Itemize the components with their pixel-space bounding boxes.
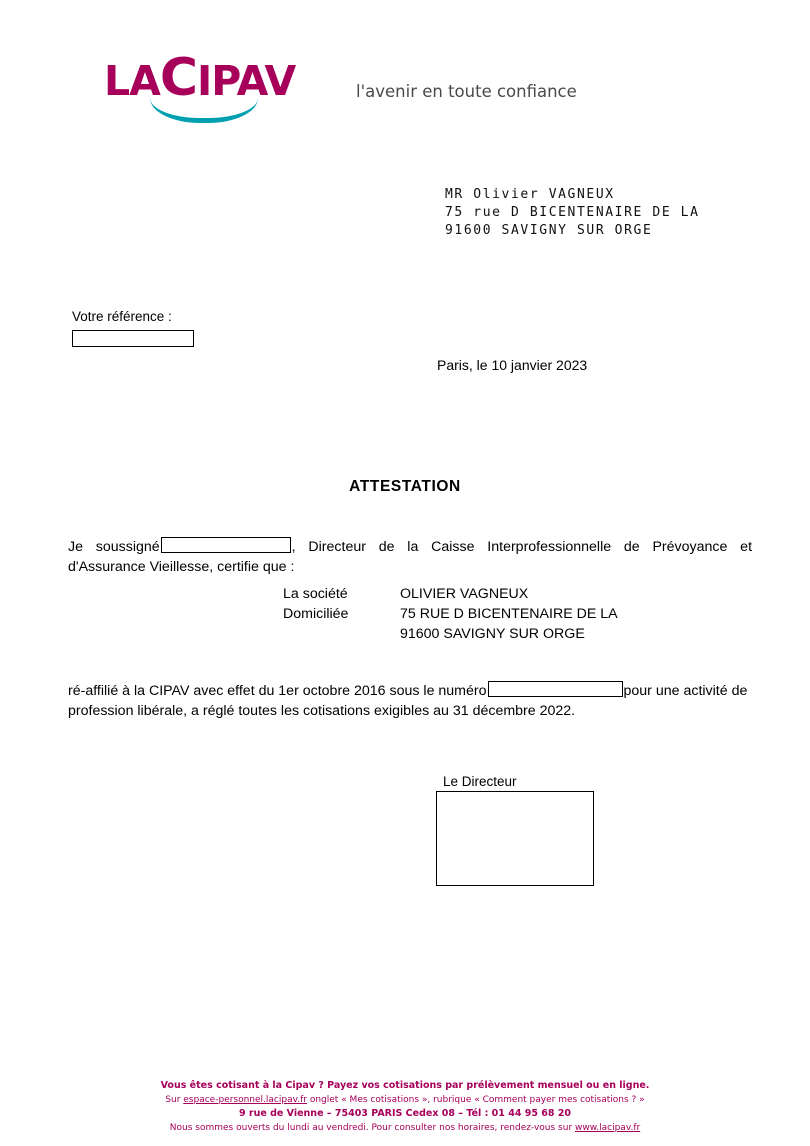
footer-line-2 [0,1093,810,1107]
footer-line-1: Vous êtes cotisant à la Cipav ? Payez vos cotisations par prélèvement mensuel ou en ligne. [160,1080,650,1091]
attestation-intro-paragraph [68,537,752,577]
espace-personnel-link[interactable]: espace-personnel.lacipav.fr [183,1095,307,1105]
logo-tagline: l'avenir en toute confiance [356,82,577,101]
signature-box [436,791,594,886]
reference-label: Votre référence : [72,309,172,324]
domicile-row [283,604,753,624]
page-title: ATTESTATION [349,478,461,495]
logo-smile-icon [150,98,258,123]
attestation-closing-paragraph [68,681,752,721]
company-row [283,584,753,604]
company-label: La société [283,586,348,602]
footer-line-4-before: Nous sommes ouverts du lundi au vendredi. Pour consulter nos horaires, rendez-vous sur [169,1123,576,1133]
footer-line-3: 9 rue de Vienne – 75403 PARIS Cedex 08 – Tél : 01 44 95 68 20 [238,1108,572,1119]
lacipav-website-link[interactable]: www.lacipav.fr [575,1123,641,1133]
logo-c: C [159,48,198,108]
domicile-value-line-2: 91600 SAVIGNY SUR ORGE [400,626,585,642]
closing-text-before: ré-affilié à la CIPAV avec effet du 1er octobre 2016 sous le numéro [68,683,487,699]
logo-ipav: IPAV [197,57,296,105]
closing-text-after: pour une activité de profession libérale, a réglé toutes les cotisations exigibles au 31 décembre 2022. [68,683,748,719]
intro-text-after: , Directeur de la Caisse Interprofessionnelle de Prévoyance et d'Assurance Vieillesse, certifie que : [68,539,753,575]
address-line-1: MR Olivier VAGNEUX [445,187,615,202]
footer-line-4 [0,1121,810,1135]
logo-la: LA [104,57,160,105]
cipav-logo [104,48,664,122]
member-number-redacted-box [488,681,623,697]
signature-label: Le Directeur [443,774,517,789]
domicile-label: Domiciliée [283,606,349,622]
domicile-row-2 [283,624,753,644]
address-line-2: 75 rue D BICENTENAIRE DE LA [445,205,700,220]
domicile-label-spacer [283,624,400,644]
domicile-value-line-1: 75 RUE D BICENTENAIRE DE LA [400,606,618,622]
footer-line-2-after: onglet « Mes cotisations », rubrique « Comment payer mes cotisations ? » [306,1095,645,1105]
company-details [283,584,753,644]
recipient-address [445,186,700,240]
intro-text-before: Je soussigné [68,539,160,555]
footer-line-2-before: Sur [165,1095,184,1105]
address-line-3: 91600 SAVIGNY SUR ORGE [445,223,653,238]
page-footer [0,1079,810,1135]
city-date: Paris, le 10 janvier 2023 [437,357,588,373]
reference-redacted-box [72,330,194,347]
company-value: OLIVIER VAGNEUX [400,586,529,602]
director-name-redacted-box [161,537,291,553]
